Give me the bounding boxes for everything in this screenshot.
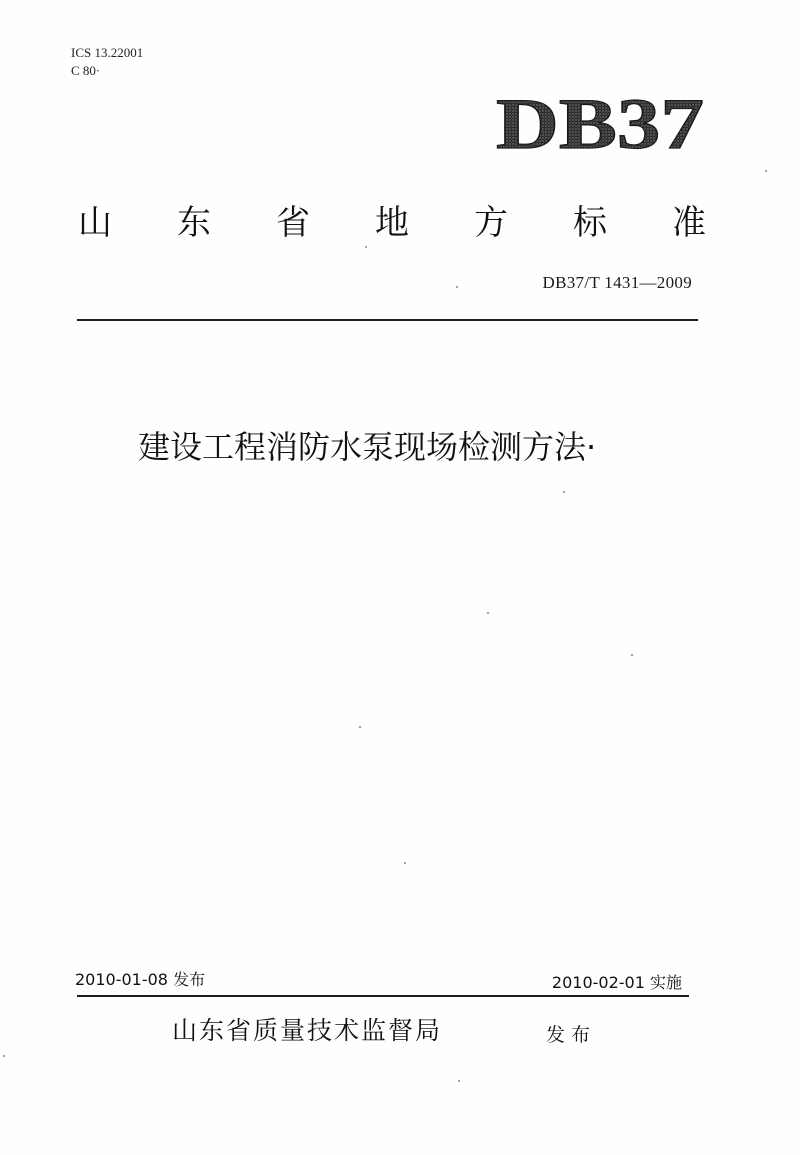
authority-char: 山 <box>78 203 112 243</box>
scan-speck <box>359 726 361 728</box>
header-divider <box>77 319 698 321</box>
scan-speck <box>631 654 633 656</box>
publisher-suffix: 发布 <box>546 1024 597 1046</box>
scan-speck <box>563 491 565 493</box>
effective-date: 2010-02-01 实施 <box>551 973 682 992</box>
authority-char: 标 <box>573 203 607 243</box>
standard-authority <box>78 198 706 248</box>
authority-char: 省 <box>276 203 310 243</box>
document-title: 建设工程消防水泵现场检测方法· <box>138 428 597 466</box>
authority-char: 方 <box>474 203 508 243</box>
authority-char: 东 <box>177 203 211 243</box>
scan-speck <box>765 170 767 172</box>
scan-speck <box>456 286 458 288</box>
authority-char: 地 <box>375 203 409 243</box>
db37-logo <box>494 86 706 156</box>
scan-speck <box>487 612 489 614</box>
publisher-name: 山东省质量技术监督局 <box>172 1016 443 1045</box>
scan-speck <box>365 246 367 248</box>
scan-speck <box>3 1055 5 1057</box>
ics-code: ICS 13.22001 <box>71 45 144 60</box>
db37-logo-text: DB37 <box>496 86 704 156</box>
footer-divider <box>77 995 689 997</box>
issue-date: 2010-01-08 发布 <box>75 970 206 989</box>
scan-speck <box>404 862 406 864</box>
standard-number: DB37/T 1431—2009 <box>542 273 692 292</box>
scan-speck <box>458 1080 460 1082</box>
ccs-code: C 80· <box>71 63 101 78</box>
classification-codes <box>71 44 143 80</box>
authority-char: 准 <box>672 203 706 243</box>
